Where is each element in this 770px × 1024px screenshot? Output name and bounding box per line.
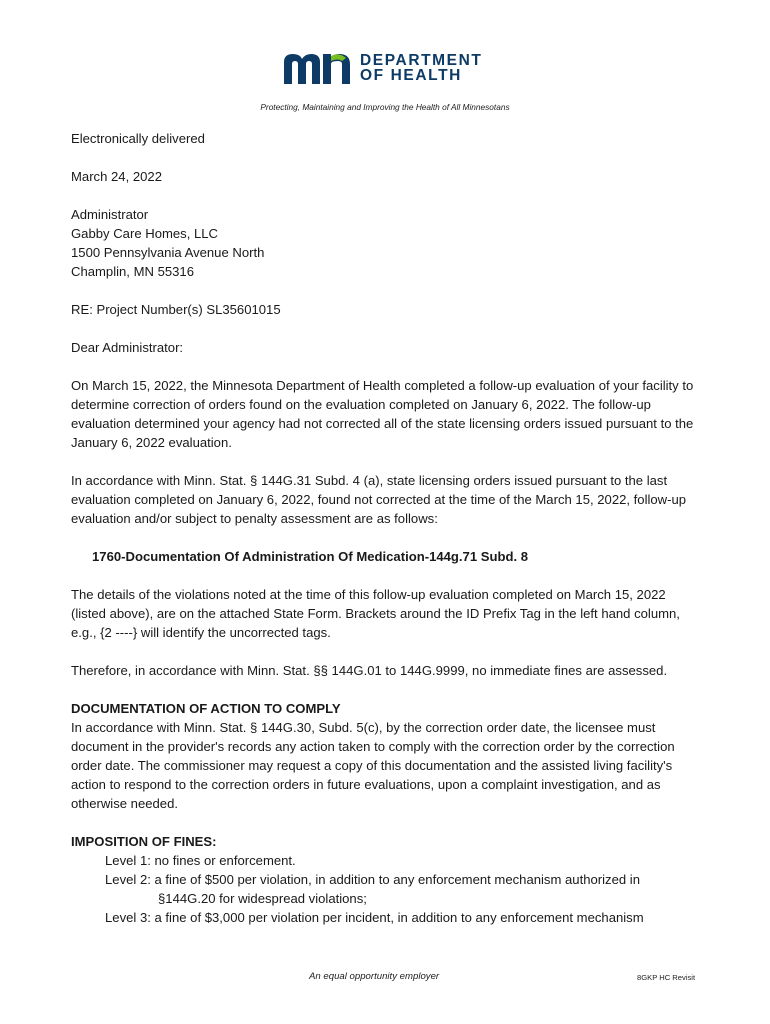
- letter-date: March 24, 2022: [71, 169, 162, 184]
- recipient-city: Champlin, MN 55316: [71, 264, 194, 279]
- re-line: RE: Project Number(s) SL35601015: [71, 302, 281, 317]
- order-item: 1760-Documentation Of Administration Of Medication-144g.71 Subd. 8: [92, 549, 529, 564]
- delivery-method: Electronically delivered: [71, 131, 205, 146]
- footer-employer: An equal opportunity employer: [309, 971, 440, 982]
- recipient-street: 1500 Pennsylvania Avenue North: [71, 245, 265, 260]
- paragraph-statute: In accordance with Minn. Stat. § 144G.31 Subd. 4 (a), state licensing orders issued pursuant to the last evaluation completed on January 6, 2022, found not corrected at the time of the March 15, 2022, follow-up evaluation and/or subject to penalty assessment are as follows:: [71, 473, 687, 526]
- paragraph-no-fines: Therefore, in accordance with Minn. Stat. §§ 144G.01 to 144G.9999, no immediate fines are assessed.: [71, 663, 668, 678]
- logo-line-health: OF HEALTH: [360, 67, 462, 84]
- mn-logo-icon: [284, 52, 352, 84]
- recipient-company: Gabby Care Homes, LLC: [71, 226, 219, 241]
- mdh-logo: [284, 52, 483, 84]
- paragraph-documentation: In accordance with Minn. Stat. § 144G.30, Subd. 5(c), by the correction order date, the licensee must document in the provider's records any action taken to comply with the correction order by the correction order date. The commissioner may request a copy of this documentation and the assisted living facility's action to respond to the correction orders in future evaluations, upon a complaint investigation, and as otherwise needed.: [71, 720, 675, 811]
- tagline: Protecting, Maintaining and Improving the Health of All Minnesotans: [260, 102, 510, 112]
- letter-body: [71, 129, 701, 927]
- recipient-title: Administrator: [71, 207, 149, 222]
- logo-text: [360, 53, 483, 83]
- fines-heading: IMPOSITION OF FINES:: [71, 834, 217, 849]
- fine-level-1: Level 1: no fines or enforcement.: [105, 853, 296, 868]
- paragraph-details: The details of the violations noted at the time of this follow-up evaluation completed on March 15, 2022 (listed above), are on the attached State Form. Brackets around the ID Prefix Tag in the left hand column, e.g., {2 ----} will identify the uncorrected tags.: [71, 587, 680, 640]
- documentation-heading: DOCUMENTATION OF ACTION TO COMPLY: [71, 701, 341, 716]
- paragraph-followup: On March 15, 2022, the Minnesota Department of Health completed a follow-up evaluation of your facility to determine correction of orders found on the evaluation completed on January 6, 2022. The follow-up evaluation determined your agency had not corrected all of the state licensing orders issued pursuant to the January 6, 2022 evaluation.: [71, 378, 694, 450]
- footer-code: 8GKP HC Revisit: [637, 973, 696, 982]
- fine-level-2-continued: §144G.20 for widespread violations;: [158, 891, 367, 906]
- fine-level-2: Level 2: a fine of $500 per violation, in addition to any enforcement mechanism authorized in: [105, 872, 640, 887]
- recipient-address: [71, 205, 701, 281]
- fine-level-3: Level 3: a fine of $3,000 per violation per incident, in addition to any enforcement mechanism: [105, 910, 644, 925]
- logo-line-department: DEPARTMENT: [360, 52, 483, 69]
- salutation: Dear Administrator:: [71, 340, 184, 355]
